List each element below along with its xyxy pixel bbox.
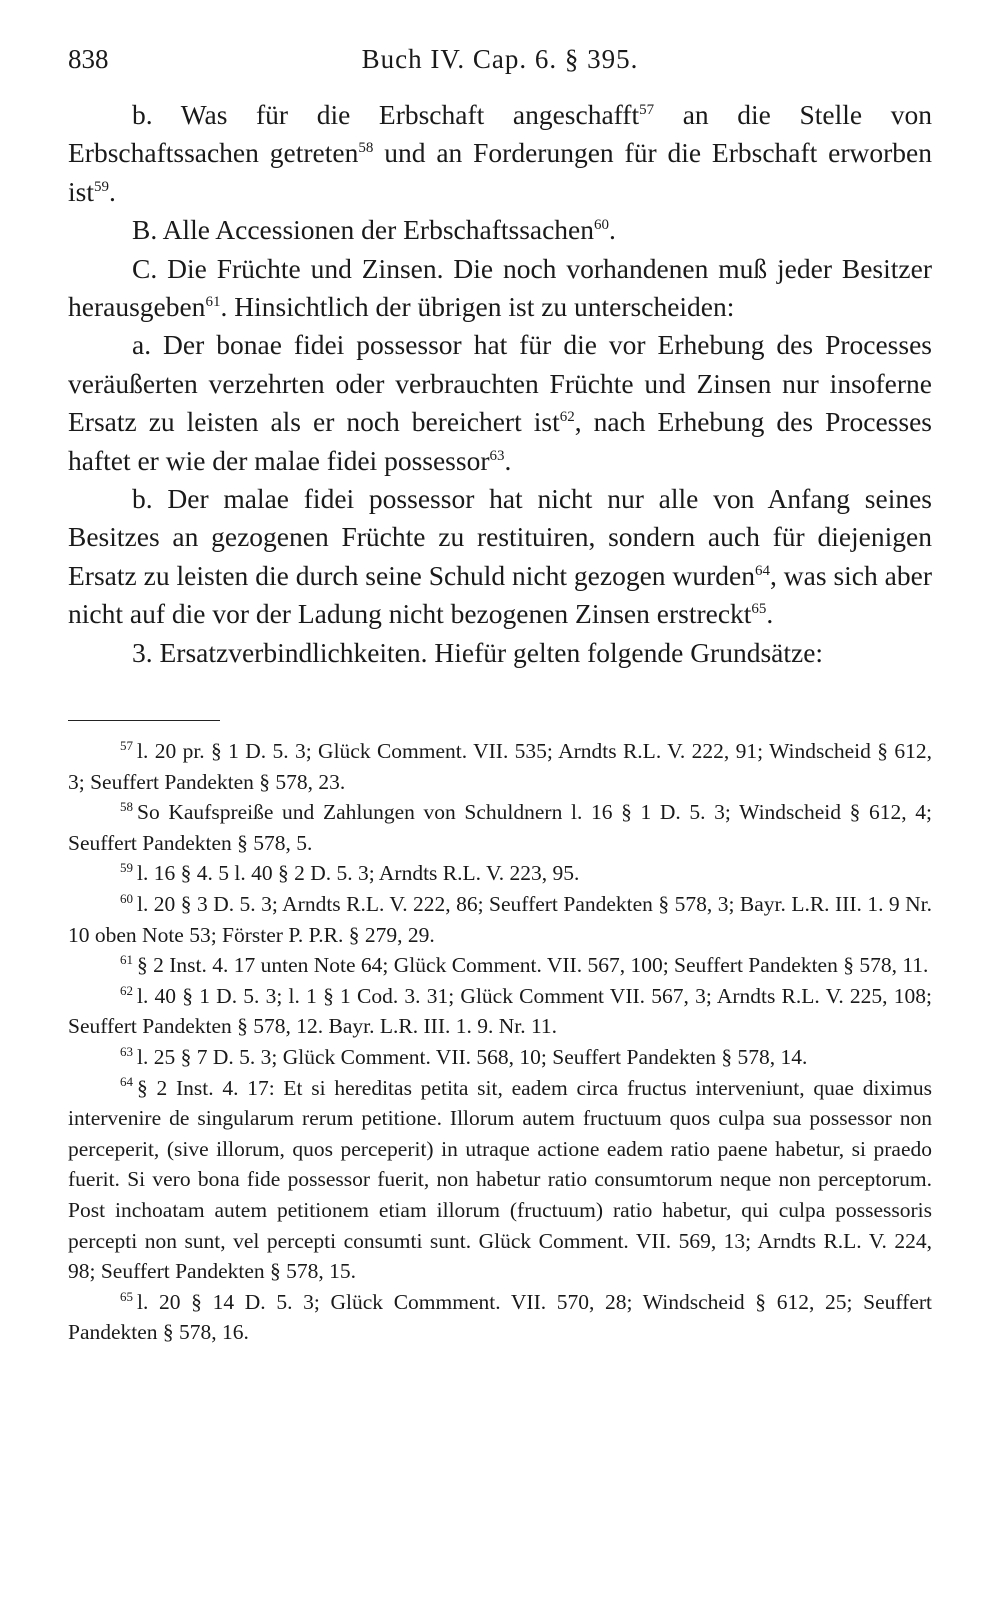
paragraph-text: B. Alle Accessionen der Erbschaftssachen [132,214,595,246]
footnote-58 [68,797,932,858]
paragraph-text: 3. Ersatzverbindlichkeiten. Hiefür gelten folgende Grundsätze: [132,636,824,668]
footnote-ref[interactable]: 61 [205,293,221,310]
footnote-ref[interactable]: 58 [358,140,374,157]
footnote-62 [68,981,932,1042]
footnote-61 [68,950,932,981]
footnote-number: 60 [120,890,133,906]
paragraph-text: und an Forderungen für die Erbschaft erworben ist [68,137,933,207]
footnote-ref[interactable]: 63 [489,447,505,464]
paragraph-text: . [609,214,616,246]
paragraph-text: . [504,444,512,476]
paragraph-b-malae-fidei [68,480,932,634]
paragraph-C-fruits-interest [68,250,932,327]
footnote-text: So Kaufspreiße und Zahlungen von Schuldnern l. 16 § 1 D. 5. 3; Windscheid § 612, 4; Seuffert Pandekten § 578, 5. [68,800,932,855]
footnote-number: 61 [120,952,133,967]
paragraph-text: b. Was für die Erbschaft angeschafft [132,99,640,130]
main-text [68,96,932,672]
footnote-64 [68,1073,932,1287]
footnote-number: 57 [120,737,133,753]
footnote-number: 58 [120,799,133,815]
paragraph-text: an die Stelle von Erbschaftssachen getreten [68,99,932,169]
footnote-text: l. 20 § 14 D. 5. 3; Glück Commment. VII. 570, 28; Windscheid § 612, 25; Seuffert Pandekten § 578, 16. [68,1289,932,1345]
footnote-65 [68,1287,932,1348]
footnote-number: 63 [120,1043,133,1059]
paragraph-text: b. Der malae fidei possessor hat nicht nur alle von Anfang seines Besitzes an gezogenen Früchte zu restituiren, sondern auch für diejenigen Ersatz zu leisten die durch seine Schuld nicht gezogen wurden [68,483,932,591]
paragraph-text: . [108,175,116,207]
paragraph-text: . Hinsichtlich der übrigen ist zu unterscheiden: [220,291,735,323]
footnote-text: § 2 Inst. 4. 17 unten Note 64; Glück Comment. VII. 567, 100; Seuffert Pandekten § 578, 11. [137,953,929,978]
footnote-ref[interactable]: 59 [93,178,109,195]
footnote-number: 64 [120,1074,133,1090]
footnote-divider [68,720,220,721]
footnote-number: 59 [120,860,133,876]
footnote-ref[interactable]: 62 [559,409,575,426]
footnote-text: § 2 Inst. 4. 17: Et si hereditas petita sit, eadem circa fructus interveniunt, quae diximus intervenire de singularum rerum petitione. Illorum autem fructuum quos culpa sua possessor non perceperit, (sive illorum, quos perceperit) in utraque actione eadem ratio paene habetur, si praedo fuerit. Si vero bona fide possessor fuerit, non habetur ratio consumtorum neque non perceptorum. Post inchoatam autem petitionem etiam illorum (fructuum) ratio habetur, qui culpa possessoris percepti non sunt, vel percepti consumti sunt. Glück Comment. VII. 569, 13; Arndts R.L. V. 224, 98; Seuffert Pandekten § 578, 15. [68,1075,932,1284]
footnotes [68,736,932,1348]
footnote-text: l. 16 § 4. 5 l. 40 § 2 D. 5. 3; Arndts R.L. V. 223, 95. [137,861,580,886]
paragraph-a-bonae-fidei [68,326,932,480]
footnote-ref[interactable]: 65 [751,601,767,618]
footnote-number: 65 [120,1288,133,1304]
footnote-59 [68,858,932,889]
page-number: 838 [68,44,109,74]
paragraph-text: , was sich aber nicht auf die vor der Ladung nicht bezogenen Zinsen erstreckt [68,559,932,630]
paragraph-b-inheritance-acquisitions [68,96,932,211]
paragraph-B-accessions [68,211,932,249]
footnote-63 [68,1042,932,1073]
running-head: Buch IV. Cap. 6. § 395. [361,44,639,74]
footnote-ref[interactable]: 57 [639,101,655,118]
footnote-ref[interactable]: 64 [754,562,770,579]
footnote-text: l. 40 § 1 D. 5. 3; l. 1 § 1 Cod. 3. 31; Glück Comment VII. 567, 3; Arndts R.L. V. 225, 108; Seuffert Pandekten § 578, 12. Bayr. L.R. III. 1. 9. Nr. 11. [68,983,932,1039]
footnote-number: 62 [120,982,133,998]
paragraph-text: . [766,598,774,630]
footnote-57 [68,736,932,797]
page-header [68,40,932,80]
footnote-ref[interactable]: 60 [594,217,610,234]
footnote-text: l. 25 § 7 D. 5. 3; Glück Comment. VII. 568, 10; Seuffert Pandekten § 578, 14. [137,1044,808,1069]
paragraph-text: C. Die Früchte und Zinsen. Die noch vorhandenen muß jeder Besitzer herausgeben [68,252,932,323]
footnote-text: l. 20 § 3 D. 5. 3; Arndts R.L. V. 222, 86; Seuffert Pandekten § 578, 3; Bayr. L.R. III. 1. 9 Nr. 10 oben Note 53; Förster P. P.R. § 279, 29. [68,891,932,947]
paragraph-3-obligations [68,634,932,672]
paragraph-text: , nach Erhebung des Processes haftet er wie der malae fidei possessor [68,406,932,476]
paragraph-text: a. Der bonae fidei possessor hat für die vor Erhebung des Processes veräußerten verzehrten oder verbrauchten Früchte und Zinsen nur insoferne Ersatz zu leisten als er noch bereichert ist [68,329,932,438]
footnote-text: l. 20 pr. § 1 D. 5. 3; Glück Comment. VII. 535; Arndts R.L. V. 222, 91; Windscheid § 612, 3; Seuffert Pandekten § 578, 23. [68,739,932,794]
footnote-60 [68,889,932,950]
